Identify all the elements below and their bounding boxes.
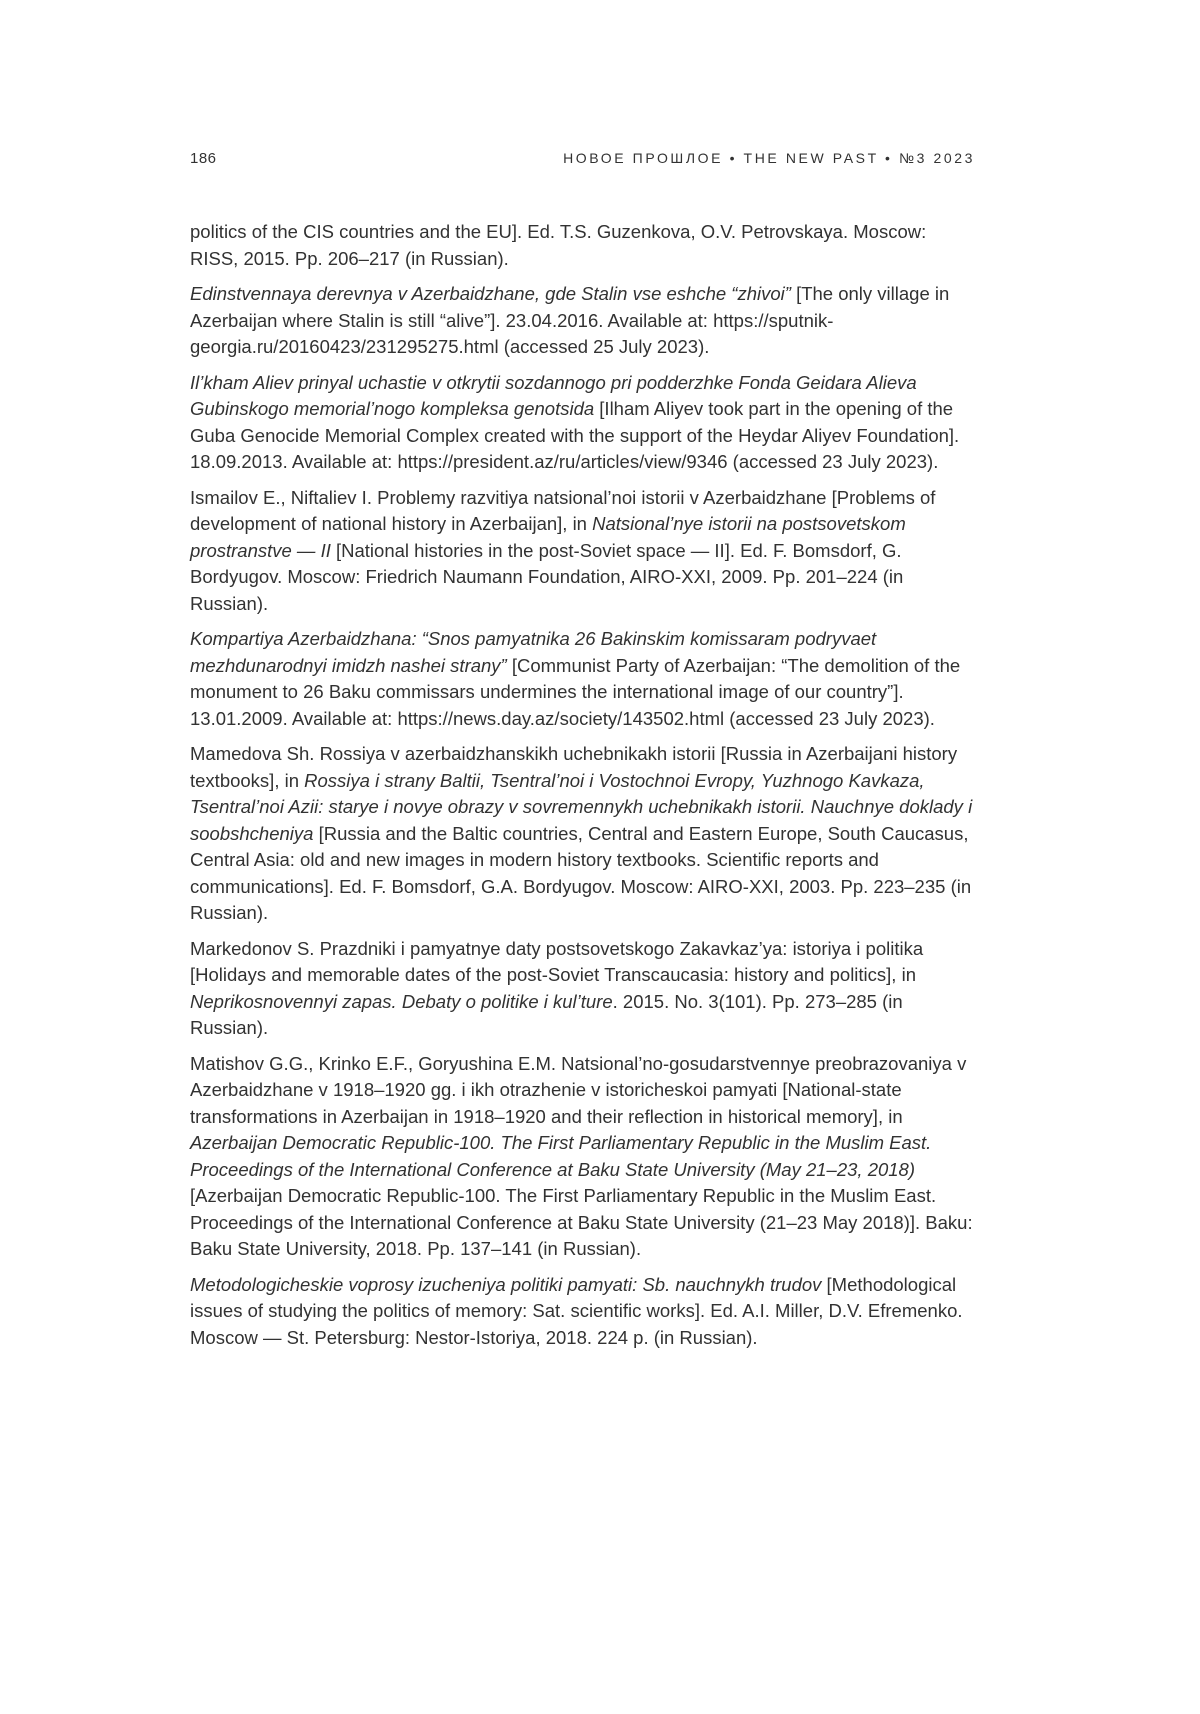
reference-title-italic: Rossiya i strany Baltii, Tsentral’noi i Vostochnoi Evropy, Yuzhnogo Kavkaza, Tsentral’noi Azii: starye i novye obrazy v sovremennykh uchebnikakh istorii. Nauchnye doklady i soobshcheniya: [190, 769, 973, 844]
reference-text: [Communist Party of Azerbaijan: “The demolition of the monument to 26 Baku commissars undermines the international image of our country”]. 13.01.2009. Available at: https://news.day.az/society/143502.html (accessed 23 July 2023).: [190, 654, 961, 729]
references-list: [190, 219, 975, 1351]
reference-text: [National histories in the post-Soviet space — II]. Ed. F. Bomsdorf, G. Bordyugov. Moscow: Friedrich Naumann Foundation, AIRO-XXI, 2009. Pp. 201–224 (in Russian).: [190, 539, 904, 614]
page-header: [190, 150, 975, 167]
reference-text: politics of the CIS countries and the EU]. Ed. T.S. Guzenkova, O.V. Petrovskaya. Moscow: RISS, 2015. Pp. 206–217 (in Russian).: [190, 221, 927, 269]
reference-text: [The only village in Azerbaijan where Stalin is still “alive”]. 23.04.2016. Available at: https://sputnik-georgia.ru/20160423/231295275.html (accessed 25 July 2023).: [190, 283, 950, 357]
reference-text: [Russia and the Baltic countries, Central and Eastern Europe, South Caucasus, Central Asia: old and new images in modern history textbooks. Scientific reports and communications]. Ed. F. Bomsdorf, G.A. Bordyugov. Moscow: AIRO-XXI, 2003. Pp. 223–235 (in Russian).: [190, 822, 972, 923]
page-number: 186: [190, 150, 217, 167]
reference-title-italic: Il’kham Aliev prinyal uchastie v otkrytii sozdannogo pri podderzhke Fonda Geidara Alieva Gubinskogo memorial’nogo kompleksa genotsida: [190, 371, 917, 419]
reference-entry: [190, 1272, 975, 1352]
reference-text: Ismailov E., Niftaliev I. Problemy razvitiya natsional’noi istorii v Azerbaidzhane [Problems of development of national history in Azerbaijan], in: [190, 486, 936, 534]
reference-text: [Ilham Aliyev took part in the opening of the Guba Genocide Memorial Complex created with the support of the Heydar Aliyev Foundation]. 18.09.2013. Available at: https://president.az/ru/articles/view/9346 (accessed 23 July 2023).: [190, 398, 960, 472]
reference-text: [Azerbaijan Democratic Republic-100. The First Parliamentary Republic in the Muslim East. Proceedings of the International Conference at Baku State University (21–23 May 2018)]. Baku: Baku State University, 2018. Pp. 137–141 (in Russian).: [190, 1185, 973, 1259]
reference-text: Mamedova Sh. Rossiya v azerbaidzhanskikh uchebnikakh istorii [Russia in Azerbaijani history textbooks], in: [190, 743, 958, 791]
reference-text: [Methodological issues of studying the politics of memory: Sat. scientific works]. Ed. A.I. Miller, D.V. Efremenko. Moscow — St. Petersburg: Nestor-Istoriya, 2018. 224 p. (in Russian).: [190, 1273, 963, 1348]
reference-title-italic: Neprikosnovennyi zapas. Debaty o politike i kul’ture: [190, 990, 613, 1012]
reference-title-italic: Azerbaijan Democratic Republic-100. The First Parliamentary Republic in the Muslim East. Proceedings of the International Conference at Baku State University (May 21–23, 2018): [190, 1132, 932, 1180]
reference-title-italic: Kompartiya Azerbaidzhana: “Snos pamyatnika 26 Bakinskim komissaram podryvaet mezhdunarodnyi imidzh nashei strany”: [190, 628, 877, 676]
reference-entry: [190, 741, 975, 927]
reference-entry: [190, 626, 975, 732]
reference-text: Matishov G.G., Krinko E.F., Goryushina E.M. Natsional’no-gosudarstvennye preobrazovaniya v Azerbaidzhane v 1918–1920 gg. i ikh otrazhenie v istoricheskoi pamyati [National-state transformations in Azerbaijan in 1918–1920 and their reflection in historical memory], in: [190, 1052, 967, 1127]
reference-text: . 2015. No. 3(101). Pp. 273–285 (in Russian).: [190, 990, 903, 1038]
reference-entry: [190, 370, 975, 476]
reference-text: Markedonov S. Prazdniki i pamyatnye daty postsovetskogo Zakavkaz’ya: istoriya i politika [Holidays and memorable dates of the post-Soviet Transcaucasia: history and politics], in: [190, 937, 924, 985]
reference-entry: [190, 281, 975, 361]
running-head: НОВОЕ ПРОШЛОЕ • THE NEW PAST • №3 2023: [563, 150, 975, 166]
reference-title-italic: Edinstvennaya derevnya v Azerbaidzhane, gde Stalin vse eshche “zhivoi”: [190, 283, 797, 304]
reference-entry: [190, 219, 975, 272]
reference-entry: [190, 1051, 975, 1263]
reference-entry: [190, 485, 975, 618]
reference-entry: [190, 936, 975, 1042]
reference-title-italic: Metodologicheskie voprosy izucheniya politiki pamyati: Sb. nauchnykh trudov: [190, 1273, 827, 1295]
reference-title-italic: Natsional’nye istorii na postsovetskom prostranstve — II: [190, 513, 906, 561]
